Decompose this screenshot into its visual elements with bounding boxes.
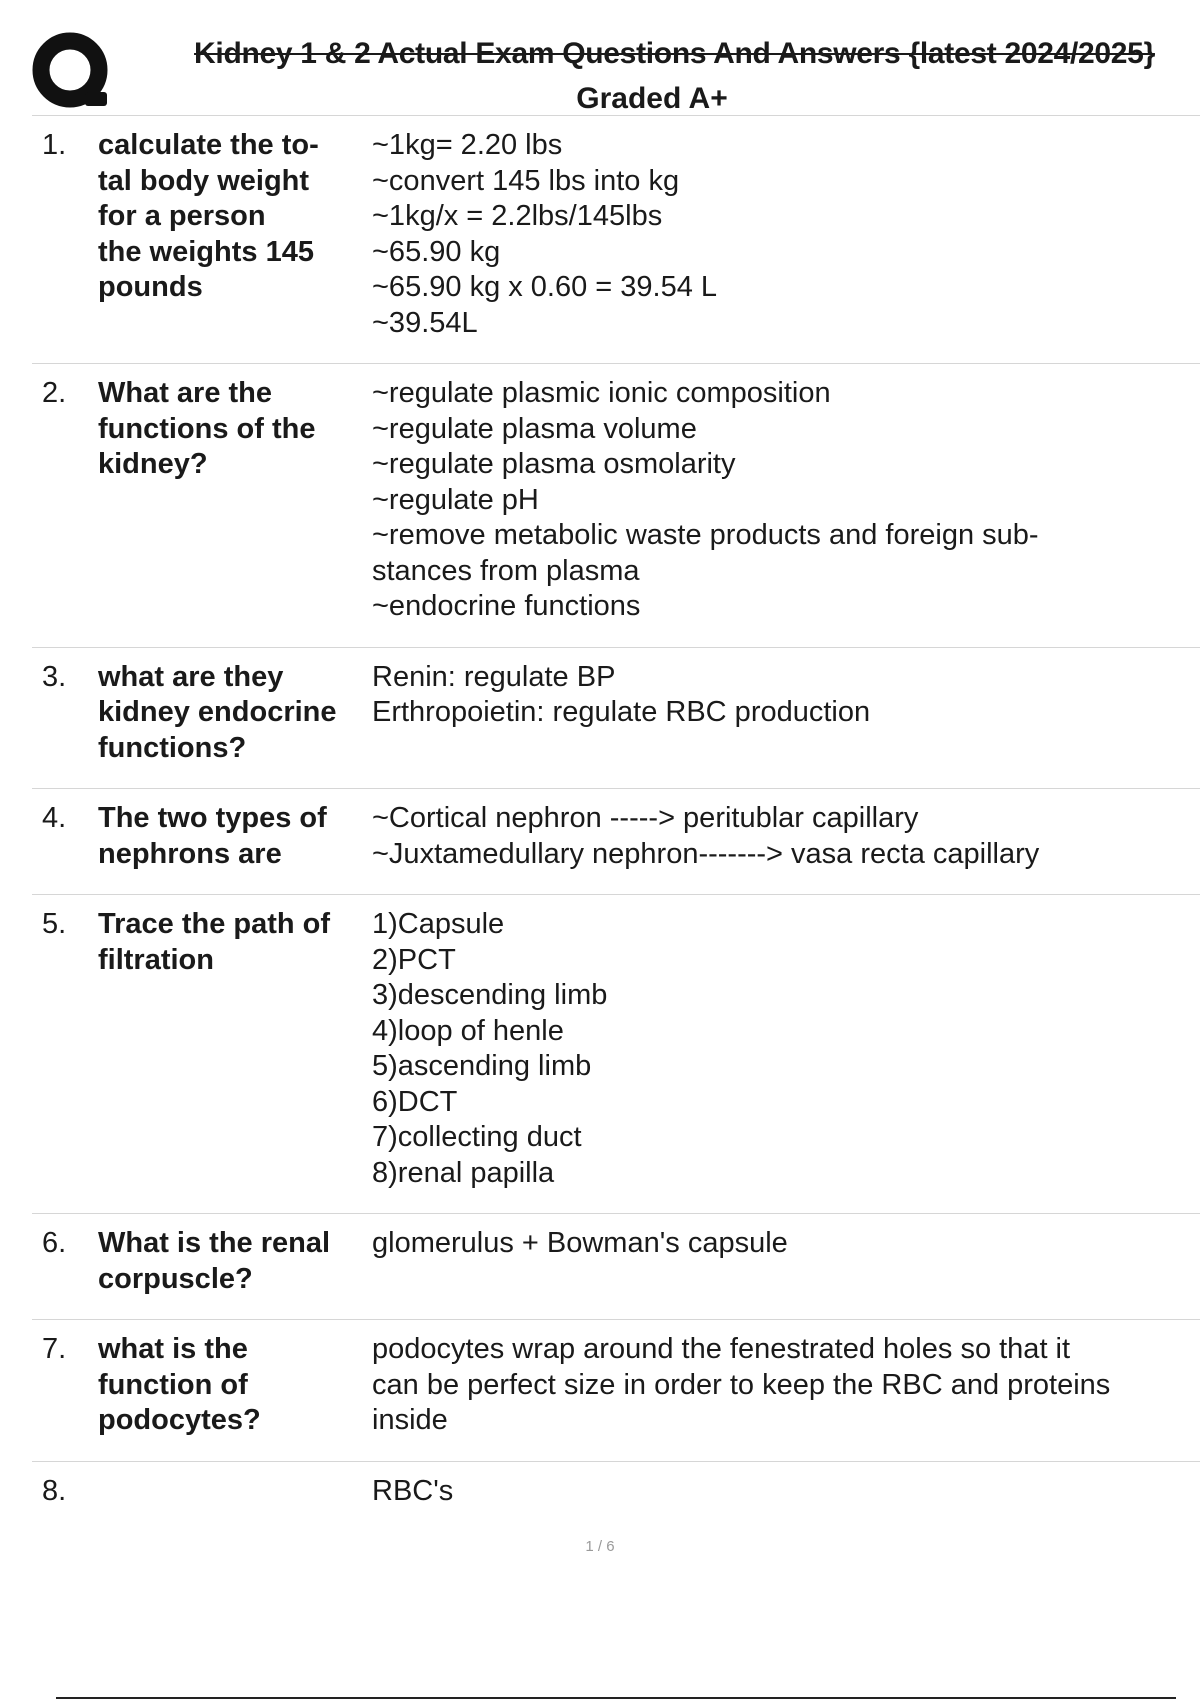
question-text: What are the functions of the kidney? [98,377,316,480]
question-number: 2. [42,377,67,409]
qa-row [32,1214,1200,1320]
qa-row [32,364,1200,648]
footer-divider [56,1697,1176,1699]
question-text [98,1474,372,1510]
answer-text: RBC's [372,1474,454,1507]
page-indicator: 1 / 6 [585,1538,615,1555]
qa-row [32,116,1200,364]
answer-text: ~1kg= 2.20 lbs ~convert 145 lbs into kg ~1kg/x = 2.2lbs/145lbs ~65.90 kg ~65.90 kg x 0.60 = 39.54 L ~39.54L [372,129,718,339]
question-number: 7. [42,1333,67,1365]
question-text: what is the function of podocytes? [98,1333,261,1436]
question-text: what are they kidney endocrine functions? [98,660,337,764]
qa-row [32,789,1200,895]
document-subtitle: Graded A+ [576,82,728,115]
question-number: 1. [42,129,67,161]
answer-text: ~Cortical nephron -----> peritublar capillary ~Juxtamedullary nephron-------> vasa recta capillary [372,802,1040,870]
question-number: 6. [42,1227,67,1259]
question-number: 8. [42,1474,67,1507]
qa-row [32,648,1200,790]
question-text: What is the renal corpuscle? [98,1227,331,1295]
document-header [32,30,1200,116]
question-text: calculate the to- tal body weight for a person the weights 145 pounds [98,129,319,303]
qa-list [32,116,1200,1531]
question-text: The two types of nephrons are [98,802,327,870]
qa-row [32,1320,1200,1462]
answer-text: Renin: regulate BP Erthropoietin: regulate RBC production [372,660,871,728]
qa-row [32,1462,1200,1532]
question-number: 5. [42,908,67,940]
question-number: 4. [42,802,67,834]
answer-text: glomerulus + Bowman's capsule [372,1227,788,1259]
answer-text: podocytes wrap around the fenestrated holes so that it can be perfect size in order to keep the RBC and proteins inside [372,1333,1111,1436]
answer-text: ~regulate plasmic ionic composition ~regulate plasma volume ~regulate plasma osmolarity ~regulate pH ~remove metabolic waste products and foreign sub- stances from plasma ~endocrine functions [372,377,1039,622]
question-number: 3. [42,660,67,693]
answer-text: 1)Capsule 2)PCT 3)descending limb 4)loop of henle 5)ascending limb 6)DCT 7)collecting duct 8)renal papilla [372,908,608,1189]
qa-row [32,895,1200,1214]
document-title: Kidney 1 & 2 Actual Exam Questions And Answers {latest 2024/2025} [194,37,1155,70]
question-text: Trace the path of filtration [98,908,331,976]
